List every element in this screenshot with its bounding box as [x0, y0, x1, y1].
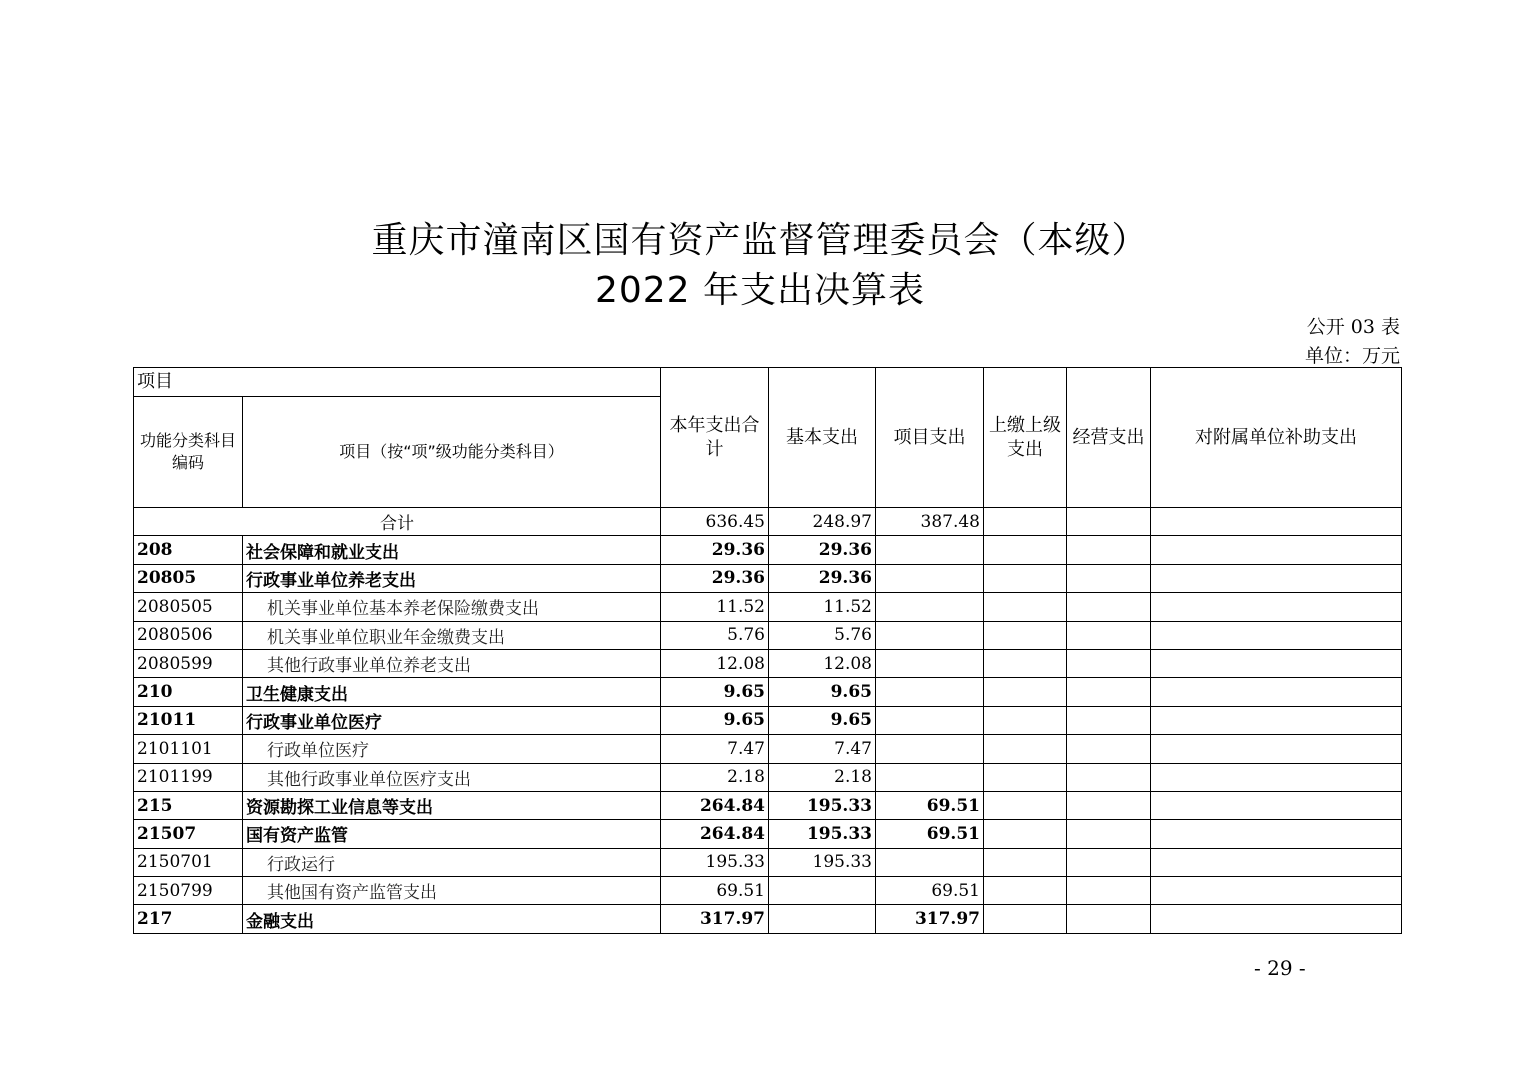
- table-row: [134, 649, 1402, 677]
- document-subtitle: 2022 年支出决算表: [594, 270, 926, 311]
- row-name: 国有资产监管: [243, 820, 661, 848]
- document-title: 重庆市潼南区国有资产监督管理委员会（本级）: [371, 220, 1149, 261]
- row-name: 行政运行: [243, 848, 661, 876]
- row-code: 2150799: [134, 877, 243, 905]
- row-project-expense: 69.51: [876, 820, 984, 848]
- row-total: 5.76: [661, 621, 769, 649]
- row-subsidiary: [1151, 791, 1402, 819]
- table-row: [134, 678, 1402, 706]
- table-row: [134, 763, 1402, 791]
- total-subsidiary: [1151, 508, 1402, 536]
- table-row: [134, 848, 1402, 876]
- row-business: [1067, 706, 1151, 734]
- row-total: 2.18: [661, 763, 769, 791]
- header-name: 项目（按“项”级功能分类科目）: [243, 397, 661, 508]
- header-upper: 上缴上级支出: [984, 368, 1067, 508]
- table-number: 公开 03 表: [1306, 316, 1400, 338]
- row-total: 29.36: [661, 564, 769, 592]
- table-row: [134, 877, 1402, 905]
- row-subsidiary: [1151, 763, 1402, 791]
- header-code: 功能分类科目编码: [134, 397, 243, 508]
- row-basic: 29.36: [769, 536, 876, 564]
- row-code: 2101101: [134, 735, 243, 763]
- row-total: 11.52: [661, 593, 769, 621]
- row-name: 机关事业单位基本养老保险缴费支出: [243, 593, 661, 621]
- row-upper: [984, 678, 1067, 706]
- row-basic: [769, 905, 876, 933]
- row-code: 215: [134, 791, 243, 819]
- row-subsidiary: [1151, 593, 1402, 621]
- row-business: [1067, 877, 1151, 905]
- row-code: 2080599: [134, 649, 243, 677]
- row-project-expense: [876, 536, 984, 564]
- row-project-expense: [876, 735, 984, 763]
- row-business: [1067, 735, 1151, 763]
- row-total: 69.51: [661, 877, 769, 905]
- row-business: [1067, 649, 1151, 677]
- row-subsidiary: [1151, 735, 1402, 763]
- row-code: 2080505: [134, 593, 243, 621]
- row-project-expense: [876, 678, 984, 706]
- row-total: 29.36: [661, 536, 769, 564]
- table-row: [134, 791, 1402, 819]
- row-code: 217: [134, 905, 243, 933]
- row-basic: 2.18: [769, 763, 876, 791]
- row-name: 社会保障和就业支出: [243, 536, 661, 564]
- row-name: 资源勘探工业信息等支出: [243, 791, 661, 819]
- row-upper: [984, 564, 1067, 592]
- table-row: [134, 905, 1402, 933]
- row-basic: 195.33: [769, 791, 876, 819]
- row-basic: 9.65: [769, 706, 876, 734]
- row-code: 2080506: [134, 621, 243, 649]
- row-name: 行政事业单位医疗: [243, 706, 661, 734]
- table-row: [134, 593, 1402, 621]
- row-project-expense: [876, 593, 984, 621]
- row-upper: [984, 848, 1067, 876]
- page-number: - 29 -: [1254, 956, 1306, 980]
- row-project-expense: [876, 649, 984, 677]
- table-row: [134, 735, 1402, 763]
- row-project-expense: 317.97: [876, 905, 984, 933]
- row-name: 金融支出: [243, 905, 661, 933]
- row-project-expense: 69.51: [876, 791, 984, 819]
- row-basic: 11.52: [769, 593, 876, 621]
- row-upper: [984, 905, 1067, 933]
- header-project-expense: 项目支出: [876, 368, 984, 508]
- row-basic: 5.76: [769, 621, 876, 649]
- row-basic: 12.08: [769, 649, 876, 677]
- row-business: [1067, 791, 1151, 819]
- total-upper: [984, 508, 1067, 536]
- row-basic: 7.47: [769, 735, 876, 763]
- row-code: 210: [134, 678, 243, 706]
- row-subsidiary: [1151, 536, 1402, 564]
- total-total: 636.45: [661, 508, 769, 536]
- row-subsidiary: [1151, 848, 1402, 876]
- row-upper: [984, 706, 1067, 734]
- unit-label: 单位：万元: [1304, 345, 1400, 367]
- header-project: 项目: [134, 368, 661, 397]
- row-basic: [769, 877, 876, 905]
- row-upper: [984, 791, 1067, 819]
- row-subsidiary: [1151, 905, 1402, 933]
- row-total: 264.84: [661, 820, 769, 848]
- row-name: 行政单位医疗: [243, 735, 661, 763]
- row-business: [1067, 593, 1151, 621]
- row-total: 12.08: [661, 649, 769, 677]
- row-code: 20805: [134, 564, 243, 592]
- row-name: 其他国有资产监管支出: [243, 877, 661, 905]
- row-upper: [984, 735, 1067, 763]
- header-total: 本年支出合计: [661, 368, 769, 508]
- row-code: 208: [134, 536, 243, 564]
- row-upper: [984, 877, 1067, 905]
- header-subsidiary: 对附属单位补助支出: [1151, 368, 1402, 508]
- row-business: [1067, 621, 1151, 649]
- row-total: 264.84: [661, 791, 769, 819]
- row-upper: [984, 593, 1067, 621]
- row-code: 21011: [134, 706, 243, 734]
- row-basic: 195.33: [769, 820, 876, 848]
- row-project-expense: [876, 564, 984, 592]
- row-name: 行政事业单位养老支出: [243, 564, 661, 592]
- row-upper: [984, 763, 1067, 791]
- row-basic: 195.33: [769, 848, 876, 876]
- row-name: 其他行政事业单位医疗支出: [243, 763, 661, 791]
- row-code: 2150701: [134, 848, 243, 876]
- row-business: [1067, 564, 1151, 592]
- row-subsidiary: [1151, 678, 1402, 706]
- row-project-expense: [876, 706, 984, 734]
- row-basic: 29.36: [769, 564, 876, 592]
- row-subsidiary: [1151, 621, 1402, 649]
- total-project-expense: 387.48: [876, 508, 984, 536]
- row-code: 2101199: [134, 763, 243, 791]
- table-row: [134, 536, 1402, 564]
- row-project-expense: [876, 763, 984, 791]
- total-row: [134, 508, 1402, 536]
- row-total: 9.65: [661, 706, 769, 734]
- row-total: 7.47: [661, 735, 769, 763]
- row-total: 317.97: [661, 905, 769, 933]
- row-subsidiary: [1151, 564, 1402, 592]
- row-code: 21507: [134, 820, 243, 848]
- row-project-expense: 69.51: [876, 877, 984, 905]
- row-business: [1067, 848, 1151, 876]
- row-business: [1067, 536, 1151, 564]
- row-upper: [984, 536, 1067, 564]
- row-business: [1067, 678, 1151, 706]
- row-name: 机关事业单位职业年金缴费支出: [243, 621, 661, 649]
- total-label: 合计: [134, 508, 661, 536]
- row-name: 其他行政事业单位养老支出: [243, 649, 661, 677]
- table-row: [134, 706, 1402, 734]
- row-total: 195.33: [661, 848, 769, 876]
- expenditure-table: [133, 367, 1402, 934]
- row-subsidiary: [1151, 877, 1402, 905]
- row-upper: [984, 820, 1067, 848]
- total-basic: 248.97: [769, 508, 876, 536]
- row-total: 9.65: [661, 678, 769, 706]
- header-business: 经营支出: [1067, 368, 1151, 508]
- row-project-expense: [876, 621, 984, 649]
- row-subsidiary: [1151, 649, 1402, 677]
- row-business: [1067, 905, 1151, 933]
- row-upper: [984, 621, 1067, 649]
- row-subsidiary: [1151, 820, 1402, 848]
- row-business: [1067, 820, 1151, 848]
- row-subsidiary: [1151, 706, 1402, 734]
- row-name: 卫生健康支出: [243, 678, 661, 706]
- table-row: [134, 564, 1402, 592]
- table-row: [134, 820, 1402, 848]
- header-basic: 基本支出: [769, 368, 876, 508]
- table-row: [134, 621, 1402, 649]
- row-business: [1067, 763, 1151, 791]
- row-project-expense: [876, 848, 984, 876]
- row-basic: 9.65: [769, 678, 876, 706]
- row-upper: [984, 649, 1067, 677]
- total-business: [1067, 508, 1151, 536]
